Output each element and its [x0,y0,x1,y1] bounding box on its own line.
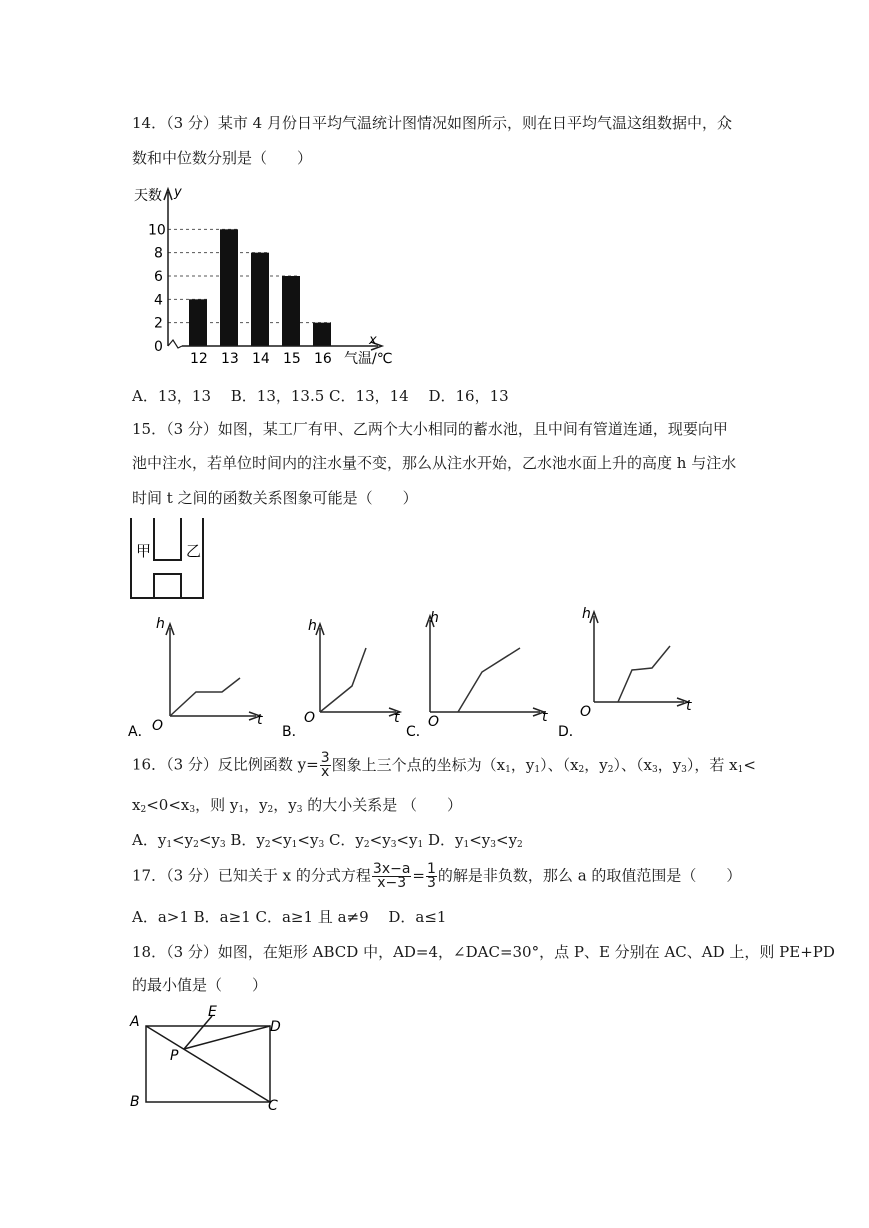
q17-pre: 17．（3 分）已知关于 x 的分式方程 [132,866,371,885]
chart-ytick-10: 10 [148,222,166,239]
chart-xticks [190,351,332,367]
q14-options: A．13，13 B．13，13.5 C．13，14 D．16，13 [132,387,509,405]
chart-bar-15 [282,276,300,346]
graph-c-o: O [428,714,440,730]
graph-a-label: A． [128,724,152,738]
q17-line1 [132,863,741,890]
point-a: A [130,1014,140,1030]
chart-yvar: y [174,185,182,200]
point-c: C [268,1098,278,1114]
graph-option-a [126,608,276,738]
q16-fraction [320,752,331,779]
q17-rhs-num: 1 [427,861,436,877]
q17-lhs-den: x−3 [377,875,407,891]
chart-ytick-2: 2 [154,315,163,332]
chart-yticks [148,222,166,355]
chart-xtick-15: 15 [283,351,301,367]
chart-bars [189,229,331,346]
graph-b-o: O [304,710,316,726]
graph-d-h: h [582,606,591,622]
q16-line2: $x_2<0<x_3$，则 $y_1$，$y_2$，$y_3$ 的大小关系是 （ ） [132,796,463,815]
q16-pre: 16．（3 分）反比例函数 y= [132,755,319,774]
graph-c-curve [458,648,520,712]
chart-ytick-0: 0 [154,339,163,355]
graph-d-t: t [686,698,692,714]
chart-xlabel: 气温/℃ [344,351,393,367]
q17-post: 的解是非负数，那么 a 的取值范围是（ ） [437,866,742,885]
q16-frac-den: x [321,764,330,780]
graph-b-t: t [394,710,400,726]
graph-d-label: D． [558,724,583,738]
graph-a-t: t [257,712,263,728]
chart-xtick-14: 14 [252,351,270,367]
rectangle-abcd-figure [126,1000,296,1118]
q18-line1: 18．（3 分）如图，在矩形 ABCD 中，AD=4，∠DAC=30°，点 P、E 分别在 AC、AD 上，则 PE+PD [132,943,835,961]
chart-ytick-4: 4 [154,292,163,309]
chart-bar-16 [313,323,331,346]
graph-b-h: h [308,618,317,634]
graph-a-curve [170,678,240,716]
graph-b-curve [320,648,366,712]
q17-rhs-fraction [426,863,437,890]
q14-line2: 数和中位数分别是（ ） [132,149,313,167]
tank-left-label: 甲 [136,542,152,560]
q15-line3: 时间 t 之间的函数关系图象可能是（ ） [132,489,418,507]
chart-axis-break [168,340,182,348]
temperature-bar-chart [130,180,410,370]
q16-frac-num: 3 [320,750,330,766]
chart-xtick-13: 13 [221,351,239,367]
chart-ytick-8: 8 [154,245,163,262]
chart-xtick-16: 16 [314,351,332,367]
q17-rhs-den: 3 [427,875,436,891]
tank-right-label: 乙 [186,542,202,560]
chart-ytick-6: 6 [154,269,163,285]
graph-option-c [404,600,554,738]
graph-b-label: B． [282,724,306,738]
graph-option-b [280,608,410,738]
q18-line2: 的最小值是（ ） [132,976,268,994]
graph-d-curve [618,646,670,702]
chart-bar-12 [189,299,207,346]
point-b: B [130,1094,140,1110]
chart-xvar: x [369,333,377,348]
q16-options: A．$y_1<y_2<y_3$ B．$y_2<y_1<y_3$ C．$y_2<y_3<y_1$ D．$y_1<y_3<y_2$ [132,831,523,850]
q16-line1 [132,752,756,780]
point-e: E [208,1004,217,1020]
q17-eq: = [412,866,425,885]
chart-xtick-12: 12 [190,351,208,367]
q15-line2: 池中注水，若单位时间内的注水量不变，那么从注水开始，乙水池水面上升的高度 h 与注水 [132,454,737,472]
graph-c-label: C． [406,724,430,738]
graph-a-o: O [152,718,164,734]
q17-lhs-num: 3x−a [372,861,411,877]
chart-bar-13 [220,229,238,346]
water-tanks-figure [128,516,208,602]
q16-post: 图象上三个点的坐标为（$x_1$，$y_1$）、（$x_2$，$y_2$）、（$x_3$，$y_3$），若 $x_1<$ [331,755,756,775]
graph-option-d [556,600,706,738]
point-d: D [270,1019,281,1035]
graph-c-t: t [542,709,548,725]
chart-bar-14 [251,253,269,346]
graph-d-o: O [580,704,592,720]
q14-line1: 14．（3 分）某市 4 月份日平均气温统计图情况如图所示，则在日平均气温这组数据中，众 [132,114,732,132]
q17-options: A．a>1 B．a≥1 C．a≥1 且 a≠9 D．a≤1 [132,908,447,926]
q15-line1: 15．（3 分）如图，某工厂有甲、乙两个大小相同的蓄水池，且中间有管道连通，现要向甲 [132,420,728,438]
graph-c-h: h [430,610,439,626]
chart-ylabel: 天数 [134,188,162,204]
q17-lhs-fraction [372,863,412,890]
graph-a-h: h [156,616,165,632]
point-p: P [170,1048,179,1064]
